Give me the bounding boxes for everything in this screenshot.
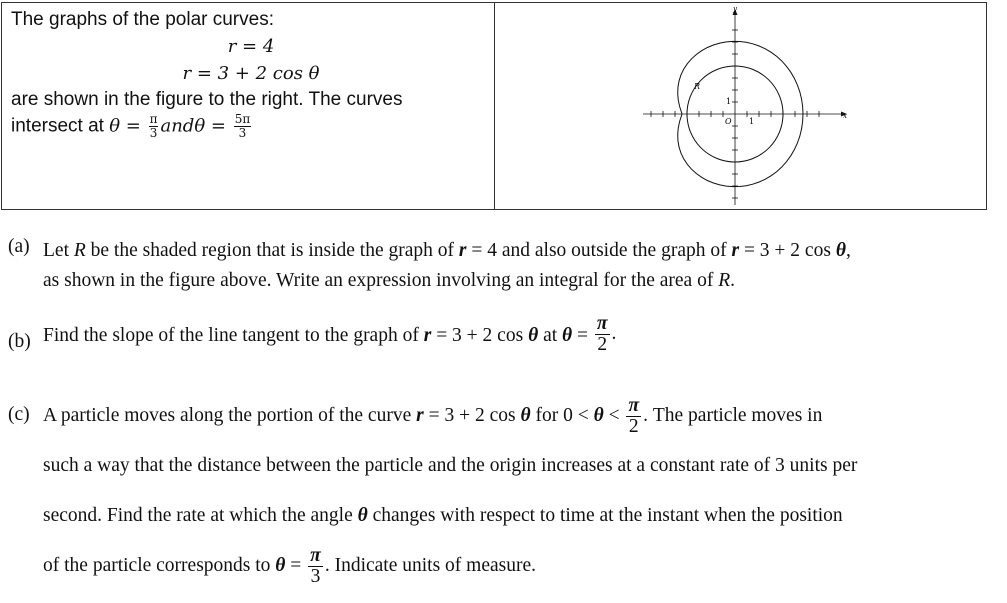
text-fragment: A particle moves along the portion of the curve [43,405,417,426]
intersect-text: intersect at [11,115,110,137]
theta1-den: 3 [149,126,158,140]
origin-label: O [725,117,732,126]
intro-table [1,2,987,210]
polar-figure [495,3,986,209]
intro-line-3: are shown in the figure to the right. The curves [11,89,403,110]
text-fragment: = 3 + 2 cos [431,324,529,346]
text-fragment: 3 [310,566,321,588]
question-a-tag: (a) [8,236,30,257]
theta2-fraction [234,113,252,140]
text-fragment: for 0 < [530,405,594,426]
text-fragment: θ [357,505,368,526]
text-fragment: such a way that the distance between the particle and the origin increases at a constant rate of 3 units per [43,455,858,476]
text-fragment: θ [275,555,286,576]
intro-text-cell [11,7,481,140]
question-b-text [43,314,988,355]
y-tick-label: 1 [726,97,732,106]
question-c-text [43,391,988,591]
text-fragment: θ [593,405,604,426]
intro-line-1: The graphs of the polar curves: [11,9,274,30]
theta1-num: π [149,112,158,126]
text-fragment: r [458,240,467,261]
theta1-fraction [149,113,159,140]
text-fragment: second. Find the rate at which the angle [43,505,358,526]
text-fragment: π [310,545,321,567]
text-fragment: of the particle corresponds to [43,555,276,576]
text-fragment: be the shaded region that is inside the graph of [85,240,459,261]
text-fragment: at [538,324,563,346]
equation-limacon [41,60,461,87]
theta2-num: 5π [234,112,251,126]
text-fragment: π [596,313,608,334]
fraction-c1 [626,396,641,437]
text-fragment: . Indicate units of measure. [324,555,537,576]
x-tick-label: 1 [749,117,755,126]
question-b-tag: (b) [8,331,31,352]
text-fragment: Find the slope of the line tangent to the graph of [43,324,424,346]
question-c-tag: (c) [8,404,30,425]
equation-circle [41,33,461,60]
text-fragment: = 4 and also outside the graph of [466,240,732,261]
theta1-lhs: θ = [109,115,147,137]
equation-circle-text: r = 4 [227,36,275,57]
text-fragment: r [423,324,432,346]
text-fragment: as shown in the figure above. Write an expression involving an integral for the area of [43,270,719,291]
text-fragment: R [718,270,731,291]
text-fragment: θ [835,240,846,261]
and-theta-text: andθ = [160,115,232,137]
region-label: R [694,82,701,91]
text-fragment: = [572,324,593,346]
text-fragment: changes with respect to time at the instant when the position [367,505,843,526]
text-fragment: R [73,240,86,261]
text-fragment: Let [43,240,74,261]
text-fragment: . The particle moves in [643,405,823,426]
text-fragment: < [603,405,625,426]
text-fragment: θ [520,405,531,426]
text-fragment: π [628,395,640,417]
equation-limacon-text: r = 3 + 2 cos θ [182,63,320,84]
text-fragment: . [611,322,617,344]
text-fragment: = [285,555,307,576]
question-a-text [43,236,988,296]
x-axis-label: x [843,112,847,120]
text-fragment: 2 [597,334,608,355]
fraction-c2 [308,546,323,587]
fraction-pi-over-2 [595,314,610,355]
theta2-den: 3 [238,126,247,140]
y-axis-label: y [733,5,737,13]
intro-line-4 [11,113,481,140]
text-fragment: = 3 + 2 cos [423,405,521,426]
text-fragment: θ [562,324,573,346]
text-fragment: r [416,405,424,426]
text-fragment: = 3 + 2 cos [739,240,836,261]
figure-cell [495,3,986,209]
text-fragment: r [731,240,740,261]
text-fragment: , [845,240,851,261]
text-fragment: θ [528,324,539,346]
text-fragment: 2 [628,416,639,438]
text-fragment: . [730,270,735,291]
